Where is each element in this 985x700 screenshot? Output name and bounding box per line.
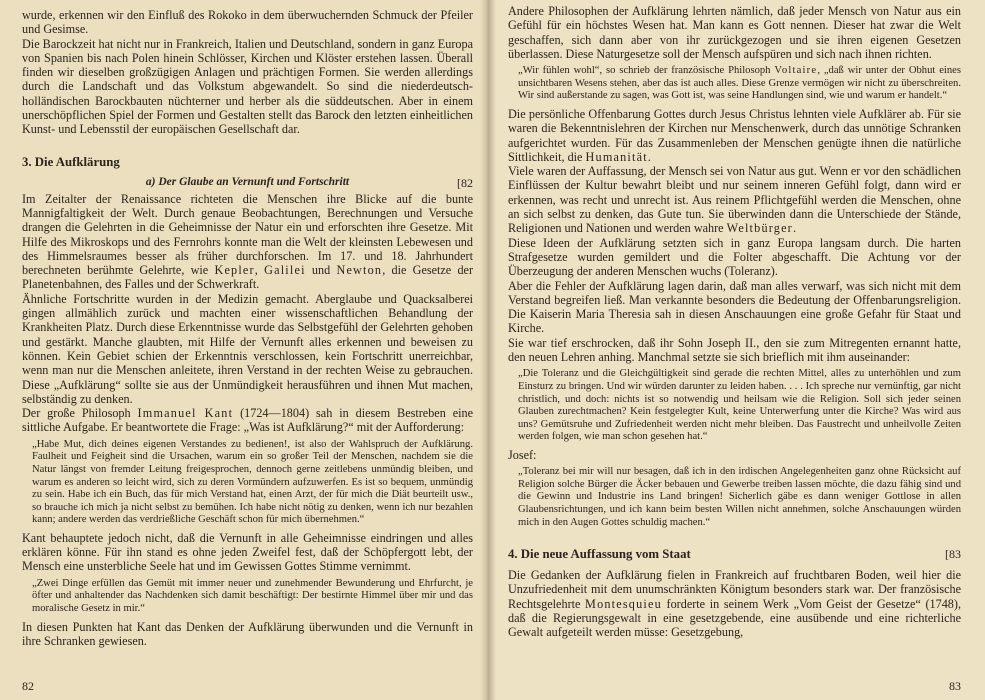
paragraph: Diese Ideen der Aufklärung setzten sich in ganz Europa langsam durch. Die harten Strafgesetze wurden gemildert und die Folter abgeschafft. Die Achtung vor der Überzeugung der anderen Menschen wuchs (Toleranz). [508,235,961,279]
text-run: (1724—1804) sah in diesem Bestreben eine sittliche Aufgabe. Er beantwortete die Frage: „Was ist Aufklärung?“ mit der Aufforderung: [22,406,474,435]
emphasized-word: Humanität [585,149,648,164]
text-run: , die Gesetze der Planetenbahnen, des Falles und der Schwerkraft. [22,263,474,292]
paragraph [508,568,961,639]
page-number: 83 [949,679,961,693]
text-run: . [792,221,796,236]
subsection-heading-text: a) Der Glaube an Vernunft und Fortschritt [145,175,350,188]
section-heading-text: 3. Die Aufklärung [22,154,120,169]
left-page [0,0,487,700]
person-name: Kepler [214,263,255,278]
text-run: , [254,263,265,278]
text-run: Die Gedanken der Aufklärung fielen in Frankreich auf fruchtbaren Boden, weil hier die Unzufriedenheit mit dem unumschränkten Königtum besonders stark war. Der französische Rechtsgelehrte [508,568,961,611]
text-run: „Wir fühlen wohl“, so schrieb der französische Philosoph [518,65,775,77]
paragraph: In diesen Punkten hat Kant das Denken der Aufklärung überwunden und die Vernunft in ihre Schranken gewiesen. [22,619,473,648]
paragraph: Ähnliche Fortschritte wurden in der Medizin gemacht. Aberglaube und Quacksalberei gingen allmählich zurück und machten einer wissenschaftlichen Behandlung der Krankheiten Platz. Durch diese Erkenntnisse wurde das Selbstgefühl der Gelehrten gehoben und gestärkt. Manche glaubten, mit Hilfe der Vernunft alles erkennen und beweisen zu können. Kein Gebiet schien der Erkenntnis verschlossen, kein Fortschritt unerreichbar, wenn man nur die Menschen anleitete, ihren Verstand in der rechten Weise zu gebrauchen. Diese „Aufklärung“ sollte sie aus der Unmündigkeit herausführen und ihnen Mut machen, selbständig zu denken. [22,291,473,406]
speaker-label: Josef: [508,447,537,462]
book-gutter [480,0,496,700]
person-name: Galilei [264,263,306,278]
text-run: und [305,263,337,278]
block-quote: „Zwei Dinge erfüllen das Gemüt mit immer neuer und zunehmender Bewunderung und Ehrfurcht, je öfter und anhaltender das Nachdenken sich damit beschäftigt: Der bestirnte Himmel über mir und das moralische Gesetz in mir.“ [32,577,473,614]
block-quote: „Die Toleranz und die Gleichgültigkeit sind gerade die rechten Mittel, alles zu unterhöhlen und zum Einsturz zu bringen. Und wir würden darunter zu leiden haben. . . . Ich spreche nur vernünftig, gar nicht christlich, und doch: nichts ist so notwendig und heilsam wie die Religion. Soll sich jeder seinen Glauben zurechtmachen? Kein festgelegter Kult, keine Unterwerfung unter die Kirche? Was wird aus uns? Gemütsruhe und Zufriedenheit werden nicht mehr bleiben. Das Faustrecht und unheilvolle Zeiten werden folgen, wie man schon gesehen hat.“ [518,368,961,443]
paragraph [508,164,961,235]
margin-reference: [83 [945,547,961,562]
paragraph: Kant behauptete jedoch nicht, daß die Vernunft in alle Geheimnisse eindringen und alles erklären könne. Für ihn stand es ohne jeden Zweifel fest, daß der Schöpfergott lebt, der Mensch eine unsterbliche Seele hat und im Gewissen Gottes Stimme vernimmt. [22,530,473,574]
text-run: Im Zeitalter der Renaissance richteten die Menschen ihre Blicke auf die bunte Mannigfaltigkeit der Welt. Durch genaue Beobachtungen, Berechnungen und Versuche drangen die Gelehrten in die Geheimnisse der Natur ein und erforschten ihre Gesetze. Mit Hilfe des Mikroskops und des Fernrohrs konnte man die Welt der kleinsten Lebewesen und des Himmelsraumes besser als früher durchforschen. Im 17. und 18. Jahrhundert berechneten berühmte Gelehrte, wie [22,191,473,278]
block-quote: „Toleranz bei mir will nur besagen, daß ich in den irdischen Angelegenheiten ganz ohne Rücksicht auf Religion solche Bürger die Äcker bebauen und Gewerbe treiben lassen möchte, die dazu fähig sind und die Gewinn und Industrie ins Land bringen! Sicherlich gäbe es dann weniger Gottlose in allen Glaubensrichtungen, und ich kann beim besten Willen nicht annehmen, solche Anschauungen würden mich in den Augen Gottes schuldig machen.“ [518,466,961,528]
page-number: 82 [22,679,34,693]
section-heading [508,547,961,562]
right-page [488,0,985,700]
text-run: , „daß wir unter der Obhut eines unsichtbaren Wesens stehen, aber das ist auch alles. Diese Grenze vermögen wir nicht zu überschreiten. Wir sind außerstande zu sagen, was Gott ist, was seine Handlungen sind, wie und warum er handelt.“ [518,65,961,102]
paragraph [22,192,473,292]
text-run: forderte in seinem Werk „Vom Geist der Gesetze“ (1748), daß die Regierungsgewalt in eine gesetzgebende, eine ausübende und eine richterliche Gewalt aufgeteilt werden müsse: Gesetzgebung, [508,596,961,640]
person-name: Montesquieu [585,596,662,611]
section-heading [22,155,473,170]
text-run: . [647,149,651,164]
paragraph: Aber die Fehler der Aufklärung lagen darin, daß man alles verwarf, was sich nicht mit dem Verstand begreifen ließ. Man verkannte besonders die Bedeutung der Offenbarungsreligion. Die Kaiserin Maria Theresia sah in diesen Anschauungen eine große Gefahr für Staat und Kirche. [508,278,961,336]
margin-reference: [82 [457,175,473,190]
text-run: Viele waren der Auffassung, der Mensch sei von Natur aus gut. Wenn er vor den schädlichen Einflüssen der Kultur bewahrt bleibt und nur seinem inneren Gefühl folgt, dann wird er erkennen, was recht und unrecht ist. Aus reinem Pflichtgefühl werden die Menschen, ohne an sich selbst zu denken, das Gute tun. Sie überwinden dann die Unterschiede der Stände, Religionen und Nationen und werden wahre [508,164,961,236]
person-name: Voltaire [774,65,818,77]
paragraph [22,406,473,435]
text-run: Der große Philosoph [22,406,138,421]
block-quote: „Habe Mut, dich deines eigenen Verstandes zu bedienen!, ist also der Wahlspruch der Aufklärung. Faulheit und Feigheit sind die Ursachen, warum ein so großer Teil der Menschen, nachdem sie die Natur längst von fremder Leitung freigesprochen, dennoch gerne zeitlebens unmündig bleiben, und warum es anderen so leicht wird, sich zu deren Vormündern aufzuwerfen. Es ist so bequem, unmündig zu sein. Habe ich ein Buch, das für mich Verstand hat, einen Arzt, der für mich die Diät beurteilt usw., so brauche ich mich ja nicht selbst zu bemühen. Ich habe nicht nötig zu denken, wenn ich nur bezahlen kann; andere werden das verdrießliche Geschäft schon für mich übernehmen.“ [32,438,473,526]
emphasized-word: Weltbürger [726,221,793,236]
paragraph: Sie war tief erschrocken, daß ihr Sohn Joseph II., den sie zum Mitregenten ernannt hatte, den neuen Lehren anhing. Manchmal setzte sie sich brieflich mit ihm auseinander: [508,335,961,365]
text-run: Die persönliche Offenbarung Gottes durch Jesus Christus lehnten viele Aufklärer ab. Für sie waren die Bekenntnislehren der Kirchen nur Menschenwerk, durch das unnötige Schranken aufgerichtet wurden. Für das Zusammenleben der Menschen genügte ihnen die natürliche Sittlichkeit, die [508,106,961,164]
person-name: Newton [336,263,383,278]
block-quote [518,65,961,103]
paragraph [508,107,961,164]
paragraph: wurde, erkennen wir den Einfluß des Rokoko in dem überwuchernden Schmuck der Pfeiler und Gesimse. [22,8,473,37]
paragraph: Andere Philosophen der Aufklärung lehrten nämlich, daß jeder Mensch von Natur aus ein Gefühl für ein höchstes Wesen hat. Man kann es Gott nennen. Dieser hat zwar die Welt geschaffen, sich dann aber von ihr zurückgezogen und sie ihren eigenen Gesetzen überlassen. Diese Naturgesetze soll der Mensch aufspüren und sich nach ihnen richten. [508,4,961,61]
subsection-heading [22,176,473,188]
paragraph: Die Barockzeit hat nicht nur in Frankreich, Italien und Deutschland, sondern in ganz Europa von Spanien bis nach Polen hinein Schlösser, Kirchen und Klöster erstehen lassen. Überall finden wir dieselben großzügigen Anlagen und prächtigen Formen. Sie werden allerdings durch die Landschaft und das Volkstum abgewandelt. So sind die niederdeutsch-holländischen Barockbauten nüchterner und herber als die süddeutschen. Aber in einem unerschöpflichen Spiel der Formen und Gestalten stellt das Barock den letzten einheitlichen Kunst- und Lebensstil der europäischen Gesellschaft dar. [22,36,473,137]
section-heading-text: 4. Die neue Auffassung vom Staat [508,547,691,562]
person-name: Immanuel Kant [137,406,234,421]
